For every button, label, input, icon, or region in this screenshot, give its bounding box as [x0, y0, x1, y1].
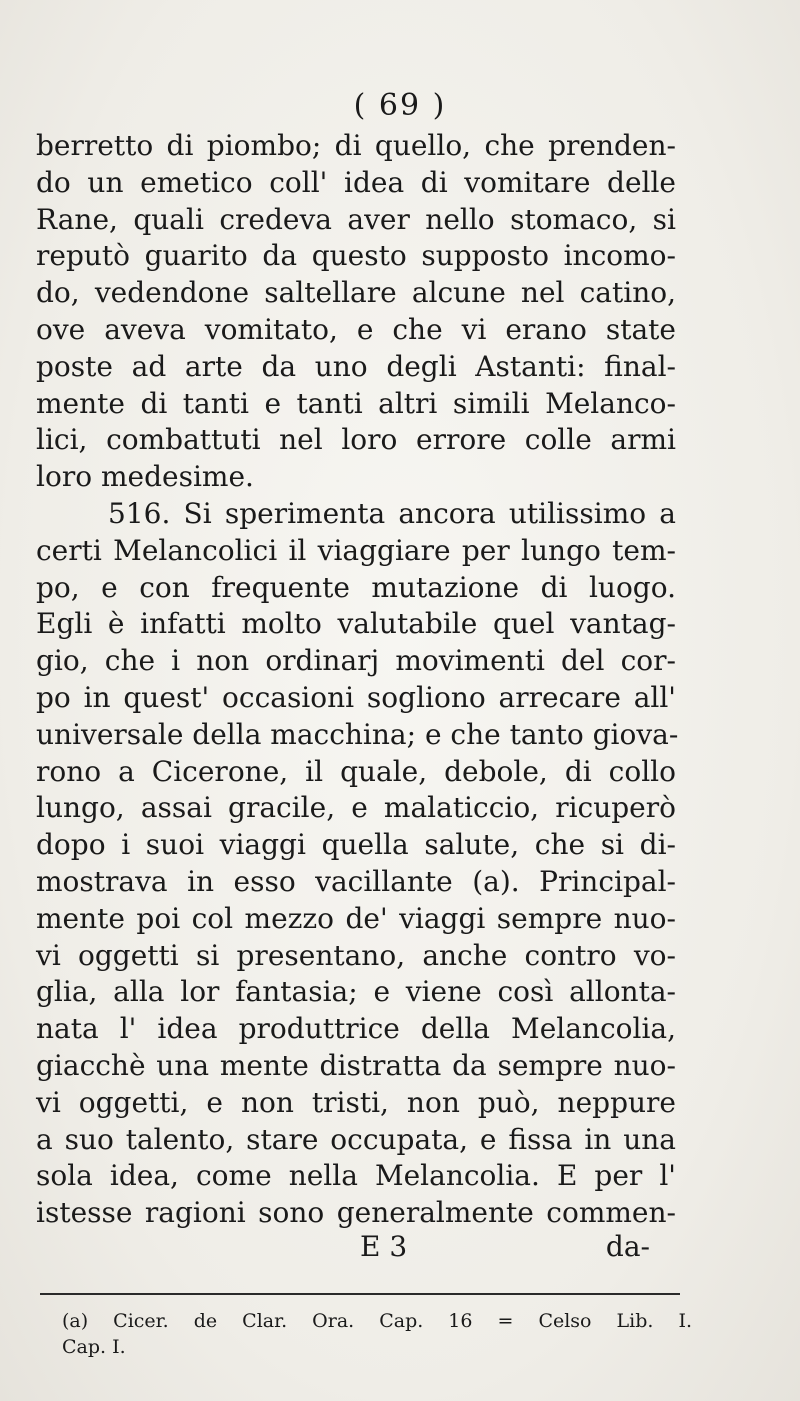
text-line: vi oggetti si presentano, anche contro vo- [36, 938, 676, 972]
text-line: lici, combattuti nel loro errore colle armi [36, 423, 676, 457]
text-line: Egli è infatti molto valutabile quel vantag- [36, 607, 676, 641]
footnote-line: Cap. I. [62, 1336, 126, 1358]
text-line: nata l' idea produttrice della Melancolia, [36, 1012, 676, 1046]
text-line: istesse ragioni sono generalmente commen- [36, 1196, 676, 1230]
text-line: mente poi col mezzo de' viaggi sempre nuo- [36, 901, 676, 935]
text-line: gio, che i non ordinarj movimenti del cor- [36, 644, 676, 678]
text-line: lungo, assai gracile, e malaticcio, ricuperò [36, 791, 676, 825]
text-line: po in quest' occasioni sogliono arrecare all' [36, 680, 676, 714]
text-line: giacchè una mente distratta da sempre nuo- [36, 1048, 676, 1082]
text-line: dopo i suoi viaggi quella salute, che si di- [36, 828, 676, 862]
text-line: universale della macchina; e che tanto giova- [36, 717, 679, 751]
paragraph-start-line: 516. Si sperimenta ancora utilissimo a [108, 496, 676, 530]
footnote-rule [40, 1293, 680, 1295]
text-line: berretto di piombo; di quello, che prenden- [36, 129, 676, 162]
text-line: vi oggetti, e non tristi, non può, neppure [36, 1085, 676, 1119]
signature-mark: E 3 [360, 1230, 408, 1263]
text-line: do, vedendone saltellare alcune nel catino, [36, 276, 676, 310]
body-text [36, 128, 679, 1232]
text-line: certi Melancolici il viaggiare per lungo tem- [36, 533, 676, 567]
text-line: do un emetico coll' idea di vomitare delle [36, 165, 676, 199]
signature-catchword-line [360, 1230, 650, 1263]
catchword: da- [605, 1230, 650, 1263]
text-line: a suo talento, stare occupata, e fissa in una [36, 1122, 676, 1156]
text-line: mostrava in esso vacillante (a). Principal- [36, 864, 676, 898]
text-line: sola idea, come nella Melancolia. E per l' [36, 1159, 676, 1193]
text-line: po, e con frequente mutazione di luogo. [36, 570, 676, 604]
footnote [62, 1308, 692, 1360]
text-line: poste ad arte da uno degli Astanti: final- [36, 349, 676, 383]
page-number: ( 69 ) [353, 88, 447, 123]
text-line: glia, alla lor fantasia; e viene così allonta- [36, 975, 676, 1009]
text-line: rono a Cicerone, il quale, debole, di collo [36, 754, 676, 788]
text-line: Rane, quali credeva aver nello stomaco, si [36, 202, 676, 236]
text-line: mente di tanti e tanti altri simili Melanco- [36, 386, 676, 420]
text-line: loro medesime. [36, 460, 254, 494]
text-line: ove aveva vomitato, e che vi erano state [36, 312, 676, 346]
footnote-line: (a) Cicer. de Clar. Ora. Cap. 16 = Celso Lib. I. [62, 1310, 692, 1332]
text-line: reputò guarito da questo supposto incomo- [36, 239, 676, 273]
